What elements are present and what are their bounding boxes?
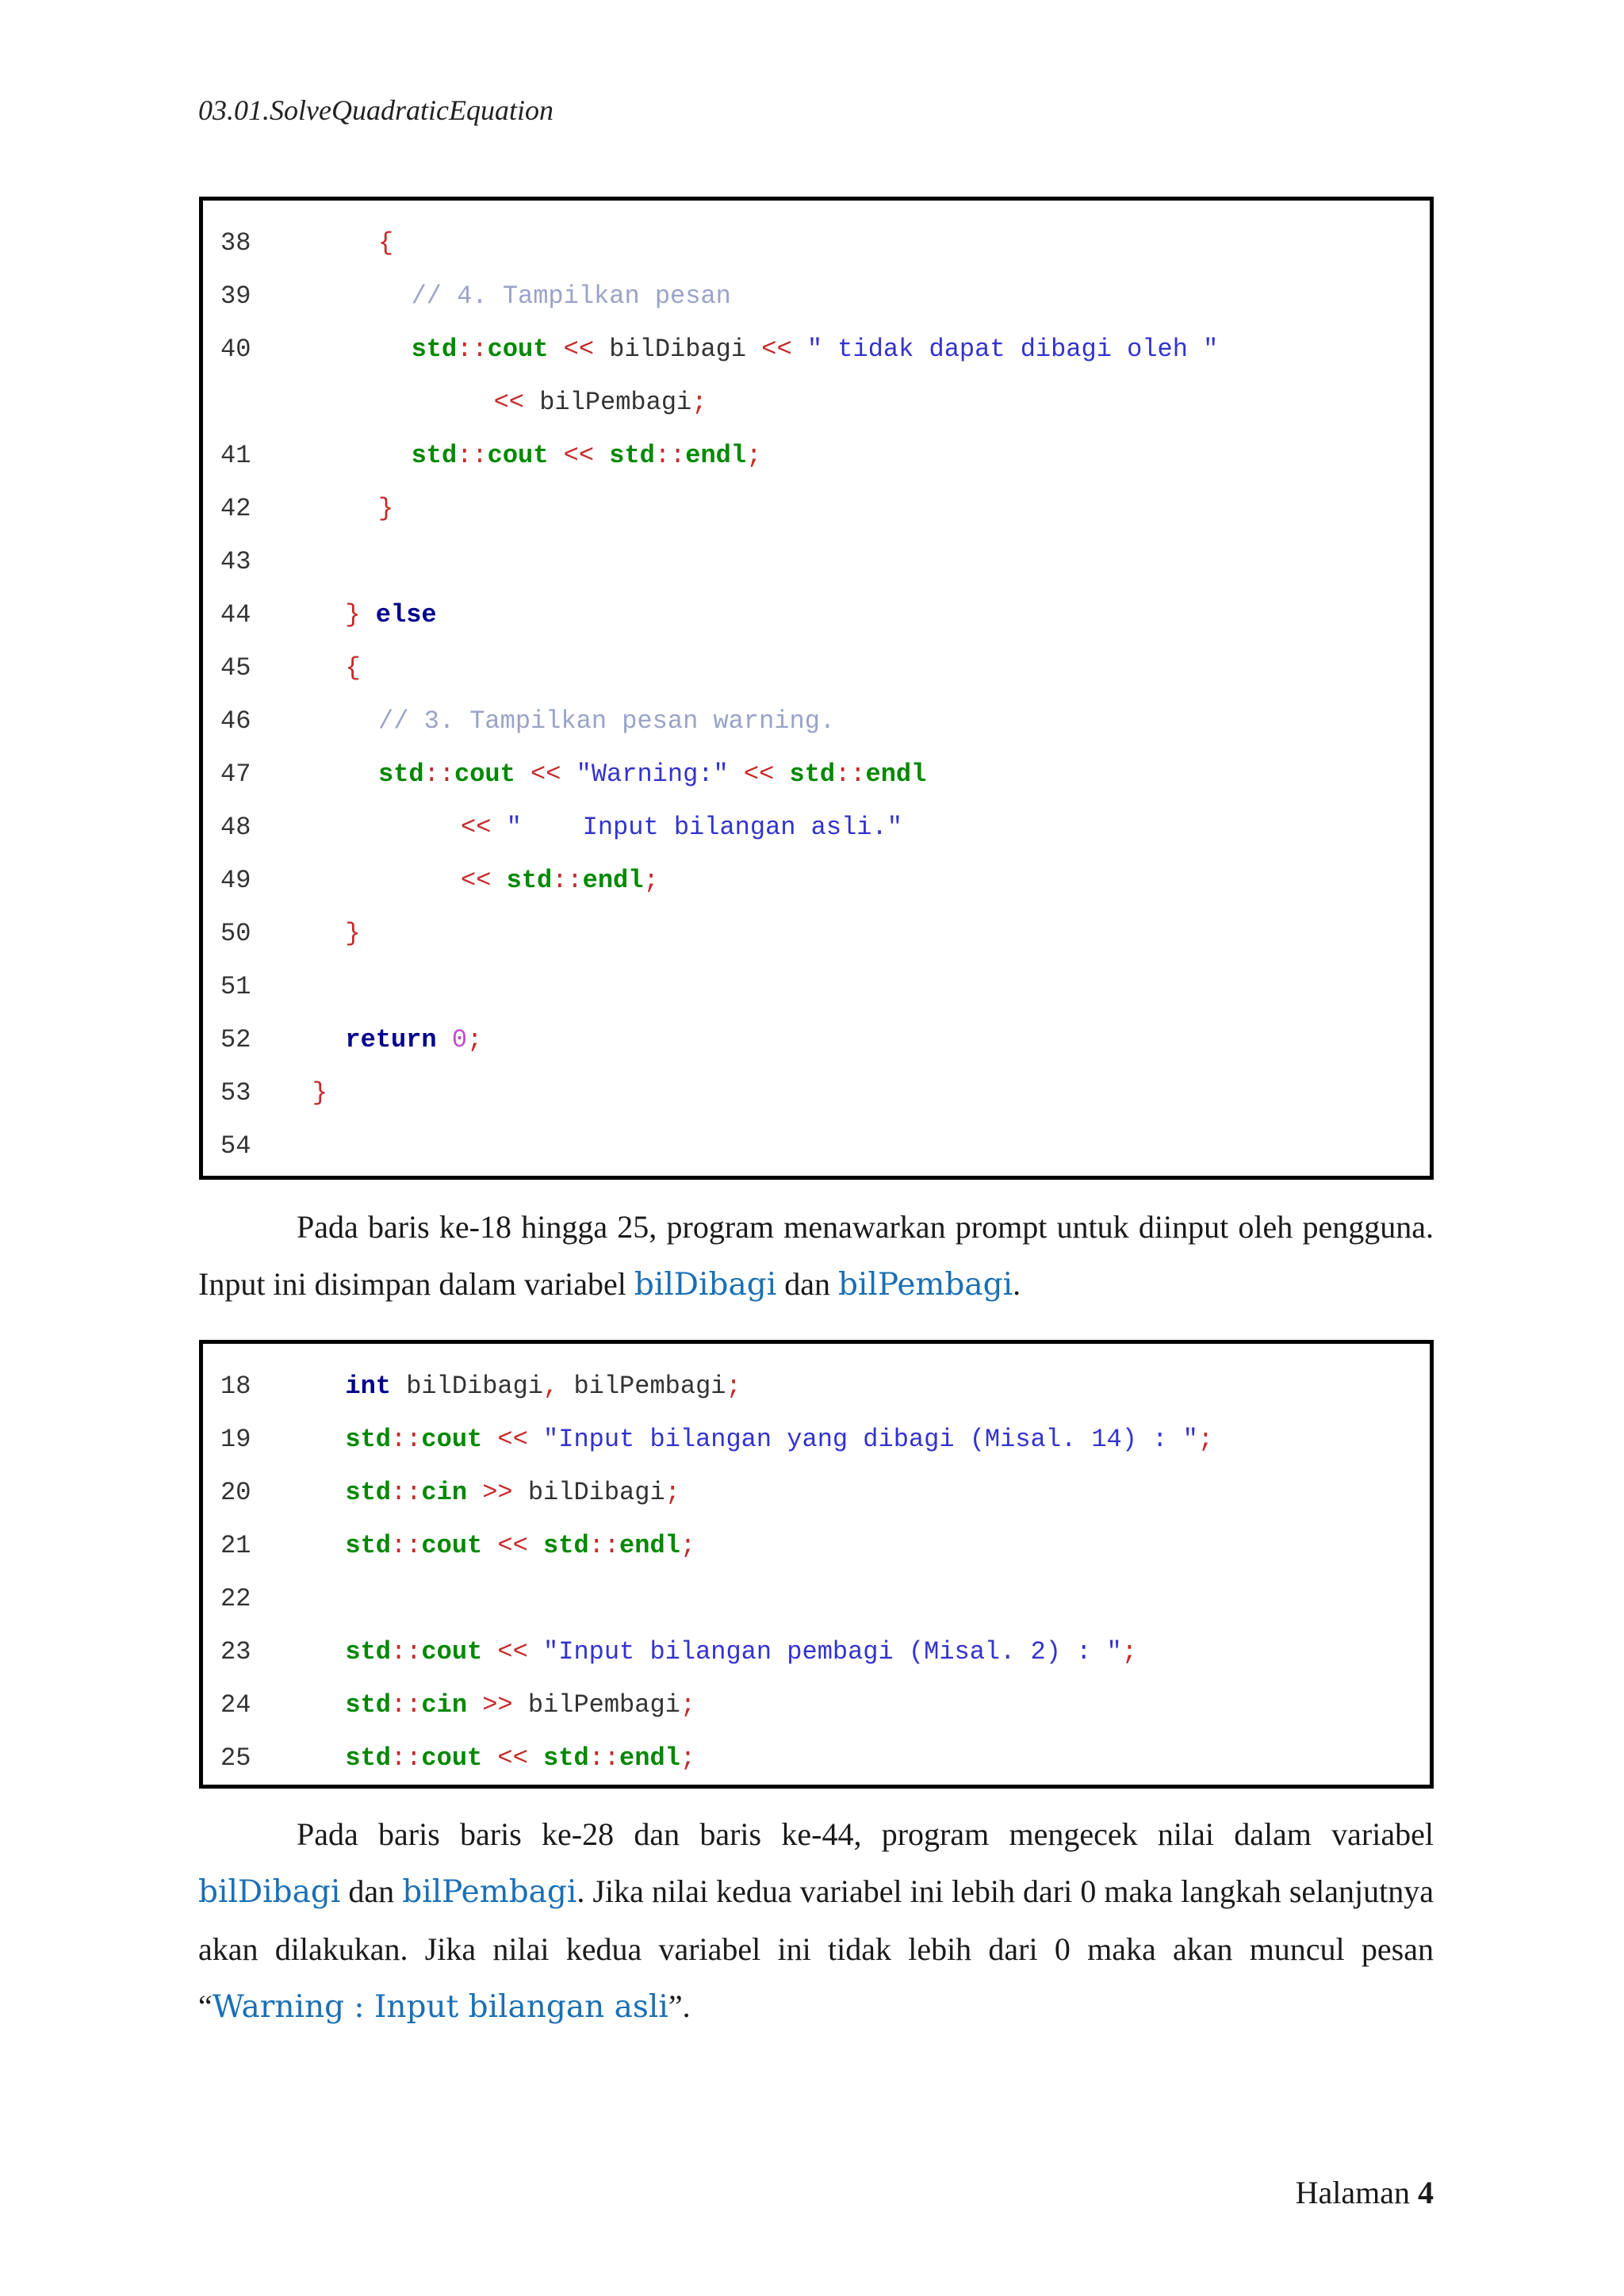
code-token: :: <box>457 441 488 470</box>
code-token: << <box>493 388 540 417</box>
code-text <box>345 588 436 641</box>
code-line <box>203 907 1430 960</box>
line-number: 49 <box>220 866 251 895</box>
code-line <box>203 695 1430 748</box>
code-token: "Input bilangan pembagi (Misal. 2) : " <box>543 1637 1122 1667</box>
paragraph-text: . Jika nilai kedua variabel ini lebih dari 0 maka langkah selanjutnya akan dilakukan. Jika nilai kedua variabel ini tidak lebih dari 0 maka akan muncul pesan “ <box>198 1873 1434 2024</box>
code-text <box>345 1013 482 1066</box>
line-number: 19 <box>220 1425 251 1454</box>
paragraph-text: dan <box>776 1266 838 1302</box>
code-token: cout <box>487 441 549 470</box>
code-token <box>437 1025 452 1054</box>
code-token: ; <box>680 1743 696 1773</box>
code-token: } <box>345 600 361 629</box>
code-token: std <box>543 1743 589 1773</box>
code-text <box>461 854 659 907</box>
code-token: cout <box>421 1531 483 1560</box>
code-listing-1 <box>199 197 1434 1180</box>
code-token: ; <box>665 1478 680 1507</box>
paragraph-1 <box>198 1199 1434 1314</box>
code-text <box>461 801 902 854</box>
line-number: 20 <box>220 1478 251 1507</box>
paragraph-text: dan <box>340 1873 403 1909</box>
code-token: endl <box>582 866 644 895</box>
code-token: :: <box>552 866 583 895</box>
code-token: , <box>543 1372 559 1401</box>
code-token: :: <box>391 1637 422 1667</box>
variable-highlight: bilDibagi <box>198 1874 341 1910</box>
code-token: :: <box>835 760 866 789</box>
page-footer <box>1296 2174 1434 2211</box>
code-token: bilPembagi <box>527 1690 680 1720</box>
code-token: cout <box>421 1637 483 1667</box>
code-text <box>345 1413 1213 1466</box>
code-lines <box>203 1360 1430 1785</box>
code-token: std <box>609 441 655 470</box>
code-token: "Input bilangan yang dibagi (Misal. 14) : " <box>543 1425 1198 1454</box>
code-line <box>203 1572 1430 1625</box>
code-line <box>203 641 1430 695</box>
line-number: 25 <box>220 1743 251 1773</box>
code-line <box>203 1732 1430 1785</box>
paragraph-2 <box>198 1806 1434 2036</box>
line-number: 22 <box>220 1584 251 1613</box>
line-number: 24 <box>220 1690 251 1720</box>
line-number: 39 <box>220 281 251 311</box>
variable-highlight: bilPembagi <box>837 1267 1013 1303</box>
code-text <box>412 270 731 323</box>
line-number: 50 <box>220 919 251 948</box>
code-token: } <box>378 494 394 523</box>
code-token: << <box>728 760 790 789</box>
code-line <box>203 960 1430 1013</box>
code-token: ; <box>1197 1425 1213 1454</box>
code-token: :: <box>588 1531 620 1560</box>
code-token: ; <box>467 1025 483 1054</box>
code-text <box>378 216 393 270</box>
paragraph-text: . <box>1013 1266 1021 1302</box>
code-token: << <box>515 760 576 789</box>
code-token: ; <box>643 866 659 895</box>
code-token: cout <box>487 335 549 364</box>
code-token: ; <box>691 388 707 417</box>
code-token: bilPembagi <box>539 388 692 417</box>
code-token: std <box>543 1531 589 1560</box>
code-token: cout <box>421 1425 483 1454</box>
code-text <box>345 1678 695 1732</box>
line-number: 40 <box>220 335 251 364</box>
line-number: 45 <box>220 653 251 683</box>
code-line <box>203 1466 1430 1519</box>
code-line <box>203 1013 1430 1066</box>
code-token: // 4. Tampilkan pesan <box>411 281 731 311</box>
code-token: std <box>345 1637 391 1667</box>
code-text <box>345 1625 1137 1678</box>
code-line <box>203 854 1430 907</box>
code-token: << <box>461 866 507 895</box>
code-text <box>345 1466 680 1519</box>
code-line <box>203 1360 1430 1413</box>
code-token: std <box>506 866 553 895</box>
code-token: else <box>360 600 437 629</box>
code-line <box>203 376 1430 429</box>
code-token: :: <box>391 1690 422 1720</box>
code-token: >> <box>467 1690 528 1720</box>
code-token: // 3. Tampilkan pesan warning. <box>378 706 836 736</box>
code-token: :: <box>391 1425 422 1454</box>
code-token: std <box>789 760 836 789</box>
variable-highlight: bilPembagi <box>402 1874 577 1910</box>
code-text <box>345 1519 695 1572</box>
code-token: bilPembagi <box>558 1372 726 1401</box>
code-line <box>203 535 1430 588</box>
code-line <box>203 801 1430 854</box>
code-token: 0 <box>451 1025 468 1054</box>
code-token: { <box>378 228 394 258</box>
line-number: 43 <box>220 547 251 576</box>
code-line <box>203 1066 1430 1119</box>
code-token: std <box>411 441 458 470</box>
code-token: std <box>411 335 458 364</box>
code-line <box>203 1678 1430 1732</box>
code-token: std <box>345 1531 391 1560</box>
code-text <box>345 641 360 695</box>
code-token: "Warning:" <box>576 760 729 789</box>
line-number: 51 <box>220 972 251 1001</box>
line-number: 53 <box>220 1078 251 1108</box>
code-lines <box>203 216 1430 1173</box>
line-number: 44 <box>220 600 251 629</box>
line-number: 46 <box>220 706 251 736</box>
code-token: cin <box>421 1478 468 1507</box>
code-text <box>378 748 926 801</box>
code-token: std <box>345 1478 391 1507</box>
code-line <box>203 588 1430 641</box>
line-number: 41 <box>220 441 251 470</box>
code-token: :: <box>391 1743 422 1773</box>
code-token: :: <box>654 441 686 470</box>
code-text <box>345 907 360 960</box>
code-token: " tidak dapat dibagi oleh " <box>806 335 1219 364</box>
code-token: std <box>345 1425 391 1454</box>
paragraph-text: ”. <box>668 1988 691 2024</box>
line-number: 52 <box>220 1025 251 1054</box>
code-line <box>203 1625 1430 1678</box>
line-number: 54 <box>220 1131 251 1161</box>
code-token: << <box>482 1425 544 1454</box>
code-text <box>312 1066 327 1119</box>
code-listing-2 <box>199 1340 1434 1789</box>
paragraph-text: Pada baris ke-18 hingga 25, program menawarkan prompt untuk diinput oleh pengguna. Input ini disimpan dalam variabel <box>198 1209 1434 1302</box>
code-token: :: <box>423 760 455 789</box>
code-token: << <box>548 335 610 364</box>
code-line <box>203 323 1430 376</box>
code-line <box>203 429 1430 482</box>
code-token: std <box>345 1690 391 1720</box>
code-token: >> <box>467 1478 528 1507</box>
code-token: bilDibagi <box>527 1478 665 1507</box>
code-token: bilDibagi <box>609 335 747 364</box>
code-text <box>412 323 1219 376</box>
code-line <box>203 270 1430 323</box>
code-text <box>378 695 835 748</box>
code-token: { <box>345 653 361 683</box>
footer-label: Halaman <box>1295 2175 1410 2210</box>
paragraph-text: Pada baris baris ke-28 dan baris ke-44, program mengecek nilai dalam variabel <box>297 1816 1434 1852</box>
code-token: cin <box>421 1690 468 1720</box>
code-token: ; <box>680 1531 696 1560</box>
line-number: 23 <box>220 1637 251 1667</box>
code-token: std <box>378 760 424 789</box>
line-number: 48 <box>220 813 251 842</box>
line-number: 21 <box>220 1531 251 1560</box>
code-token: bilDibagi <box>391 1372 544 1401</box>
page-number: 4 <box>1418 2175 1434 2210</box>
code-token: :: <box>588 1743 620 1773</box>
line-number: 18 <box>220 1372 251 1401</box>
code-token: << <box>482 1637 544 1667</box>
code-text <box>494 376 707 429</box>
code-token: endl <box>685 441 747 470</box>
code-text <box>345 1732 695 1785</box>
code-line <box>203 216 1430 270</box>
code-token: ; <box>726 1372 741 1401</box>
line-number: 42 <box>220 494 251 523</box>
code-token: endl <box>619 1743 680 1773</box>
code-token: int <box>345 1372 391 1401</box>
code-token: cout <box>454 760 515 789</box>
code-token: << <box>482 1531 544 1560</box>
code-token: :: <box>391 1531 422 1560</box>
code-text <box>412 429 762 482</box>
code-token: endl <box>619 1531 680 1560</box>
code-token: << <box>482 1743 544 1773</box>
code-line <box>203 1413 1430 1466</box>
code-token: :: <box>391 1478 422 1507</box>
code-text <box>345 1360 741 1413</box>
code-token: :: <box>457 335 488 364</box>
code-token: cout <box>421 1743 483 1773</box>
line-number: 47 <box>220 760 251 789</box>
code-token: endl <box>865 760 927 789</box>
code-token: } <box>345 919 361 948</box>
warning-message-highlight: Warning : Input bilangan asli <box>212 1989 668 2025</box>
code-token: ; <box>746 441 762 470</box>
running-header: 03.01.SolveQuadraticEquation <box>198 94 553 126</box>
code-token: std <box>345 1743 391 1773</box>
code-line <box>203 748 1430 801</box>
line-number: 38 <box>220 228 251 258</box>
code-token: << <box>461 813 507 842</box>
code-token: << <box>548 441 610 470</box>
variable-highlight: bilDibagi <box>634 1267 777 1303</box>
code-line <box>203 1119 1430 1173</box>
code-text <box>378 482 393 535</box>
code-token: } <box>312 1078 327 1108</box>
code-line <box>203 1519 1430 1572</box>
code-line <box>203 482 1430 535</box>
code-token: << <box>746 335 807 364</box>
code-token: ; <box>680 1690 696 1720</box>
code-token: ; <box>1121 1637 1137 1667</box>
code-token: " Input bilangan asli." <box>506 813 902 842</box>
code-token: return <box>345 1025 437 1054</box>
